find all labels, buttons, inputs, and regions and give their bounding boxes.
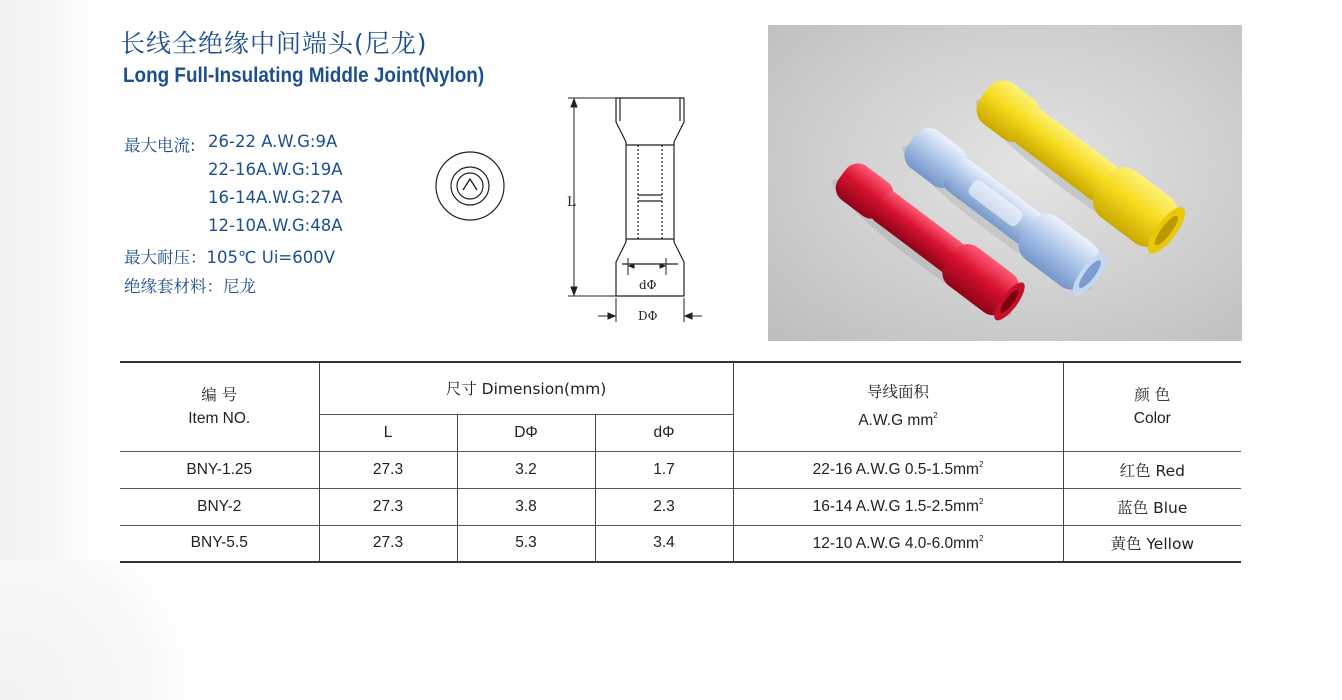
cell-awg: 16-14 A.W.G $1.5-2.5mm^2$: [733, 488, 1063, 525]
dimension-d-lines: [628, 258, 666, 275]
cell-awg: 22-16 A.W.G $0.5-1.5mm^2$: [733, 451, 1063, 488]
side-view-outline: [616, 98, 684, 296]
spec-current-value: 12-10A.W.G:48A: [208, 216, 343, 235]
spec-voltage: 最大耐压：105℃ Ui=600V: [124, 248, 336, 267]
spec-current-value: 16-14A.W.G:27A: [208, 188, 343, 207]
table-row: [120, 488, 1241, 525]
header-color-cn: 颜 色: [1134, 385, 1171, 404]
cell-L: 27.3: [319, 451, 457, 488]
header-item-cn: 编 号: [201, 385, 238, 404]
title-english: Long Full-Insulating Middle Joint(Nylon): [123, 64, 485, 87]
spec-material: 绝缘套材料：尼龙: [124, 277, 256, 296]
product-photo: [768, 25, 1242, 341]
cell-color: 红色 Red: [1063, 451, 1241, 488]
cell-L: 27.3: [319, 525, 457, 562]
cell-d: 3.4: [595, 525, 733, 562]
header-wire-cn: 导线面积: [867, 383, 930, 402]
header-item-en: Item NO.: [188, 409, 251, 427]
header-dimension: 尺寸 Dimension(mm): [319, 362, 733, 414]
cell-color: 黄色 Yellow: [1063, 525, 1241, 562]
background-shade: [0, 0, 95, 694]
header-outer-diameter: DΦ: [457, 414, 595, 451]
header-item: [120, 362, 319, 451]
label-inner-diameter: dΦ: [639, 278, 657, 292]
header-wire-en: A.W.G $mm^2$: [858, 411, 938, 430]
cell-item: BNY-5.5: [120, 525, 319, 562]
cell-d: 2.3: [595, 488, 733, 525]
cell-awg: 12-10 A.W.G $4.0-6.0mm^2$: [733, 525, 1063, 562]
cell-color: 蓝色 Blue: [1063, 488, 1241, 525]
cell-item: BNY-1.25: [120, 451, 319, 488]
spec-table: [120, 361, 1241, 563]
cell-D: 5.3: [457, 525, 595, 562]
spec-current-label: 最大电流:: [124, 136, 196, 155]
end-view-icon: [436, 152, 504, 220]
cell-L: 27.3: [319, 488, 457, 525]
spec-current-value: 22-16A.W.G:19A: [208, 160, 343, 179]
header-wire: [733, 362, 1063, 451]
table-row: [120, 451, 1241, 488]
label-outer-diameter: DΦ: [638, 309, 658, 323]
cell-d: 1.7: [595, 451, 733, 488]
cell-D: 3.2: [457, 451, 595, 488]
header-color: [1063, 362, 1241, 451]
header-color-en: Color: [1133, 409, 1171, 427]
cell-D: 3.8: [457, 488, 595, 525]
cell-item: BNY-2: [120, 488, 319, 525]
title-chinese: 长线全绝缘中间端头(尼龙): [120, 29, 428, 58]
table-row: [120, 525, 1241, 562]
header-inner-diameter: dΦ: [595, 414, 733, 451]
label-L: L: [567, 195, 576, 210]
spec-current-value: 26-22 A.W.G:9A: [208, 132, 338, 151]
header-L: L: [319, 414, 457, 451]
technical-drawing: [420, 90, 720, 340]
